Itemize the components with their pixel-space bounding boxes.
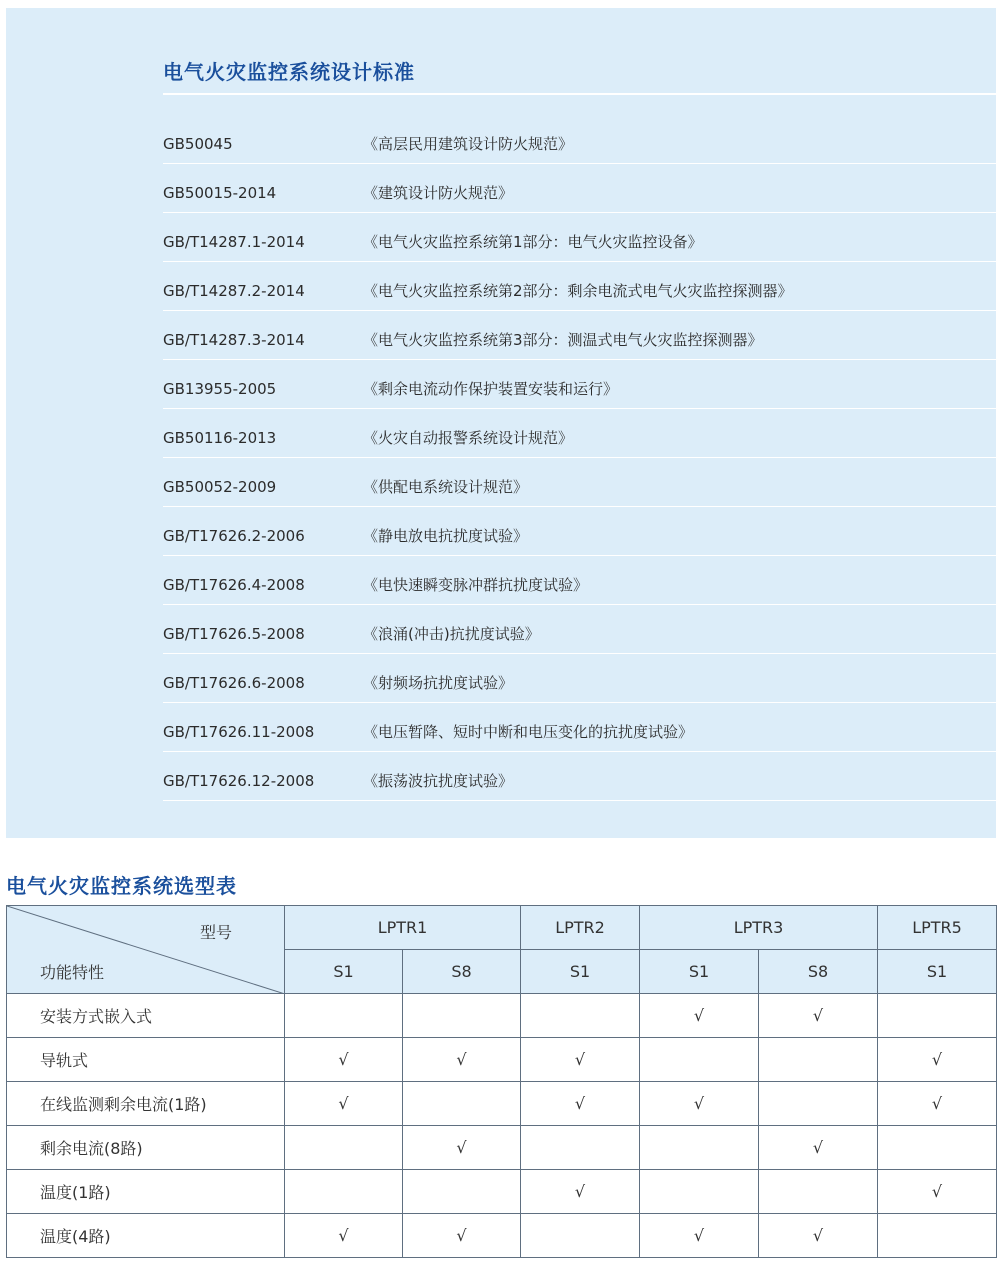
standard-row: [163, 163, 996, 213]
standard-code: GB50045: [163, 135, 233, 153]
check-cell: [403, 1082, 521, 1126]
check-cell: [878, 1214, 997, 1258]
feature-label: 剩余电流(8路): [7, 1126, 285, 1170]
header-feature-label: 功能特性: [40, 963, 105, 982]
standard-name: 《电气火灾监控系统第3部分：测温式电气火灾监控探测器》: [363, 331, 763, 349]
check-cell: [403, 1170, 521, 1214]
standard-name: 《电气火灾监控系统第1部分：电气火灾监控设备》: [363, 233, 703, 251]
standard-code: GB13955-2005: [163, 380, 277, 398]
check-cell: [403, 994, 521, 1038]
check-cell: √: [878, 1038, 997, 1082]
feature-label: 安装方式嵌入式: [7, 994, 285, 1038]
check-cell: [759, 1038, 878, 1082]
check-cell: √: [521, 1170, 640, 1214]
check-cell: √: [521, 1082, 640, 1126]
variant-header: S1: [878, 950, 997, 994]
check-cell: √: [878, 1082, 997, 1126]
check-cell: [759, 1170, 878, 1214]
check-cell: √: [640, 1082, 759, 1126]
check-cell: √: [759, 994, 878, 1038]
selection-table: [6, 905, 997, 1258]
check-cell: [878, 1126, 997, 1170]
standard-name: 《供配电系统设计规范》: [363, 478, 529, 496]
check-cell: √: [285, 1038, 403, 1082]
check-cell: √: [403, 1214, 521, 1258]
check-cell: [285, 994, 403, 1038]
standard-code: GB50052-2009: [163, 478, 277, 496]
check-cell: [759, 1082, 878, 1126]
check-cell: √: [878, 1170, 997, 1214]
table-row: [7, 1126, 997, 1170]
variant-header: S8: [759, 950, 878, 994]
feature-label: 温度(1路): [7, 1170, 285, 1214]
standard-row: [163, 702, 996, 752]
standard-code: GB/T14287.2-2014: [163, 282, 305, 300]
check-cell: [521, 1126, 640, 1170]
variant-header: S1: [640, 950, 759, 994]
standard-row: [163, 457, 996, 507]
variant-header: S1: [521, 950, 640, 994]
standard-row: [163, 408, 996, 458]
model-header: LPTR5: [878, 906, 997, 950]
check-cell: [521, 1214, 640, 1258]
standard-code: GB50015-2014: [163, 184, 277, 202]
check-cell: [285, 1170, 403, 1214]
model-header: LPTR2: [521, 906, 640, 950]
standard-name: 《电快速瞬变脉冲群抗扰度试验》: [363, 576, 589, 594]
table-row: [7, 994, 997, 1038]
standard-code: GB/T17626.4-2008: [163, 576, 305, 594]
table-row: [7, 1038, 997, 1082]
header-model-label: 型号: [199, 923, 232, 942]
table-row: [7, 1170, 997, 1214]
standard-name: 《静电放电抗扰度试验》: [363, 527, 529, 545]
check-cell: √: [640, 994, 759, 1038]
standard-name: 《振荡波抗扰度试验》: [363, 772, 514, 790]
table-row: [7, 1082, 997, 1126]
standards-panel: [6, 8, 996, 838]
standard-row: [163, 604, 996, 654]
check-cell: [521, 994, 640, 1038]
selection-table-title: 电气火灾监控系统选型表: [6, 874, 237, 898]
check-cell: √: [403, 1038, 521, 1082]
variant-header: S1: [285, 950, 403, 994]
standard-row: [163, 212, 996, 262]
standard-name: 《剩余电流动作保护装置安装和运行》: [363, 380, 619, 398]
check-cell: √: [759, 1126, 878, 1170]
standard-row: [163, 506, 996, 556]
check-cell: √: [285, 1082, 403, 1126]
check-cell: √: [521, 1038, 640, 1082]
check-cell: [878, 994, 997, 1038]
standard-name: 《高层民用建筑设计防火规范》: [363, 135, 574, 153]
check-cell: √: [403, 1126, 521, 1170]
standard-name: 《电压暂降、短时中断和电压变化的抗扰度试验》: [363, 723, 694, 741]
table-row: [7, 1214, 997, 1258]
title-divider: [163, 93, 996, 95]
check-cell: [640, 1126, 759, 1170]
standard-row: [163, 114, 996, 164]
feature-label: 导轨式: [7, 1038, 285, 1082]
standard-code: GB/T14287.1-2014: [163, 233, 305, 251]
standard-code: GB/T17626.5-2008: [163, 625, 305, 643]
feature-label: 温度(4路): [7, 1214, 285, 1258]
standard-row: [163, 261, 996, 311]
standard-row: [163, 555, 996, 605]
check-cell: √: [640, 1214, 759, 1258]
model-header: LPTR1: [285, 906, 521, 950]
standard-code: GB50116-2013: [163, 429, 277, 447]
standard-code: GB/T17626.12-2008: [163, 772, 315, 790]
standard-row: [163, 359, 996, 409]
standard-row: [163, 653, 996, 703]
model-header: LPTR3: [640, 906, 878, 950]
standard-row: [163, 751, 996, 801]
check-cell: √: [285, 1214, 403, 1258]
standard-name: 《浪涌(冲击)抗扰度试验》: [363, 625, 540, 643]
standard-name: 《射频场抗扰度试验》: [363, 674, 514, 692]
standard-name: 《火灾自动报警系统设计规范》: [363, 429, 574, 447]
variant-header: S8: [403, 950, 521, 994]
check-cell: [285, 1126, 403, 1170]
standard-code: GB/T17626.6-2008: [163, 674, 305, 692]
feature-label: 在线监测剩余电流(1路): [7, 1082, 285, 1126]
standard-name: 《建筑设计防火规范》: [363, 184, 514, 202]
standards-title: 电气火灾监控系统设计标准: [163, 60, 415, 84]
header-row-models: [7, 906, 997, 950]
check-cell: [640, 1038, 759, 1082]
standard-code: GB/T17626.11-2008: [163, 723, 315, 741]
standard-code: GB/T14287.3-2014: [163, 331, 305, 349]
check-cell: √: [759, 1214, 878, 1258]
diagonal-header-cell: [7, 906, 285, 994]
check-cell: [640, 1170, 759, 1214]
standard-code: GB/T17626.2-2006: [163, 527, 305, 545]
standard-name: 《电气火灾监控系统第2部分：剩余电流式电气火灾监控探测器》: [363, 282, 793, 300]
standard-row: [163, 310, 996, 360]
